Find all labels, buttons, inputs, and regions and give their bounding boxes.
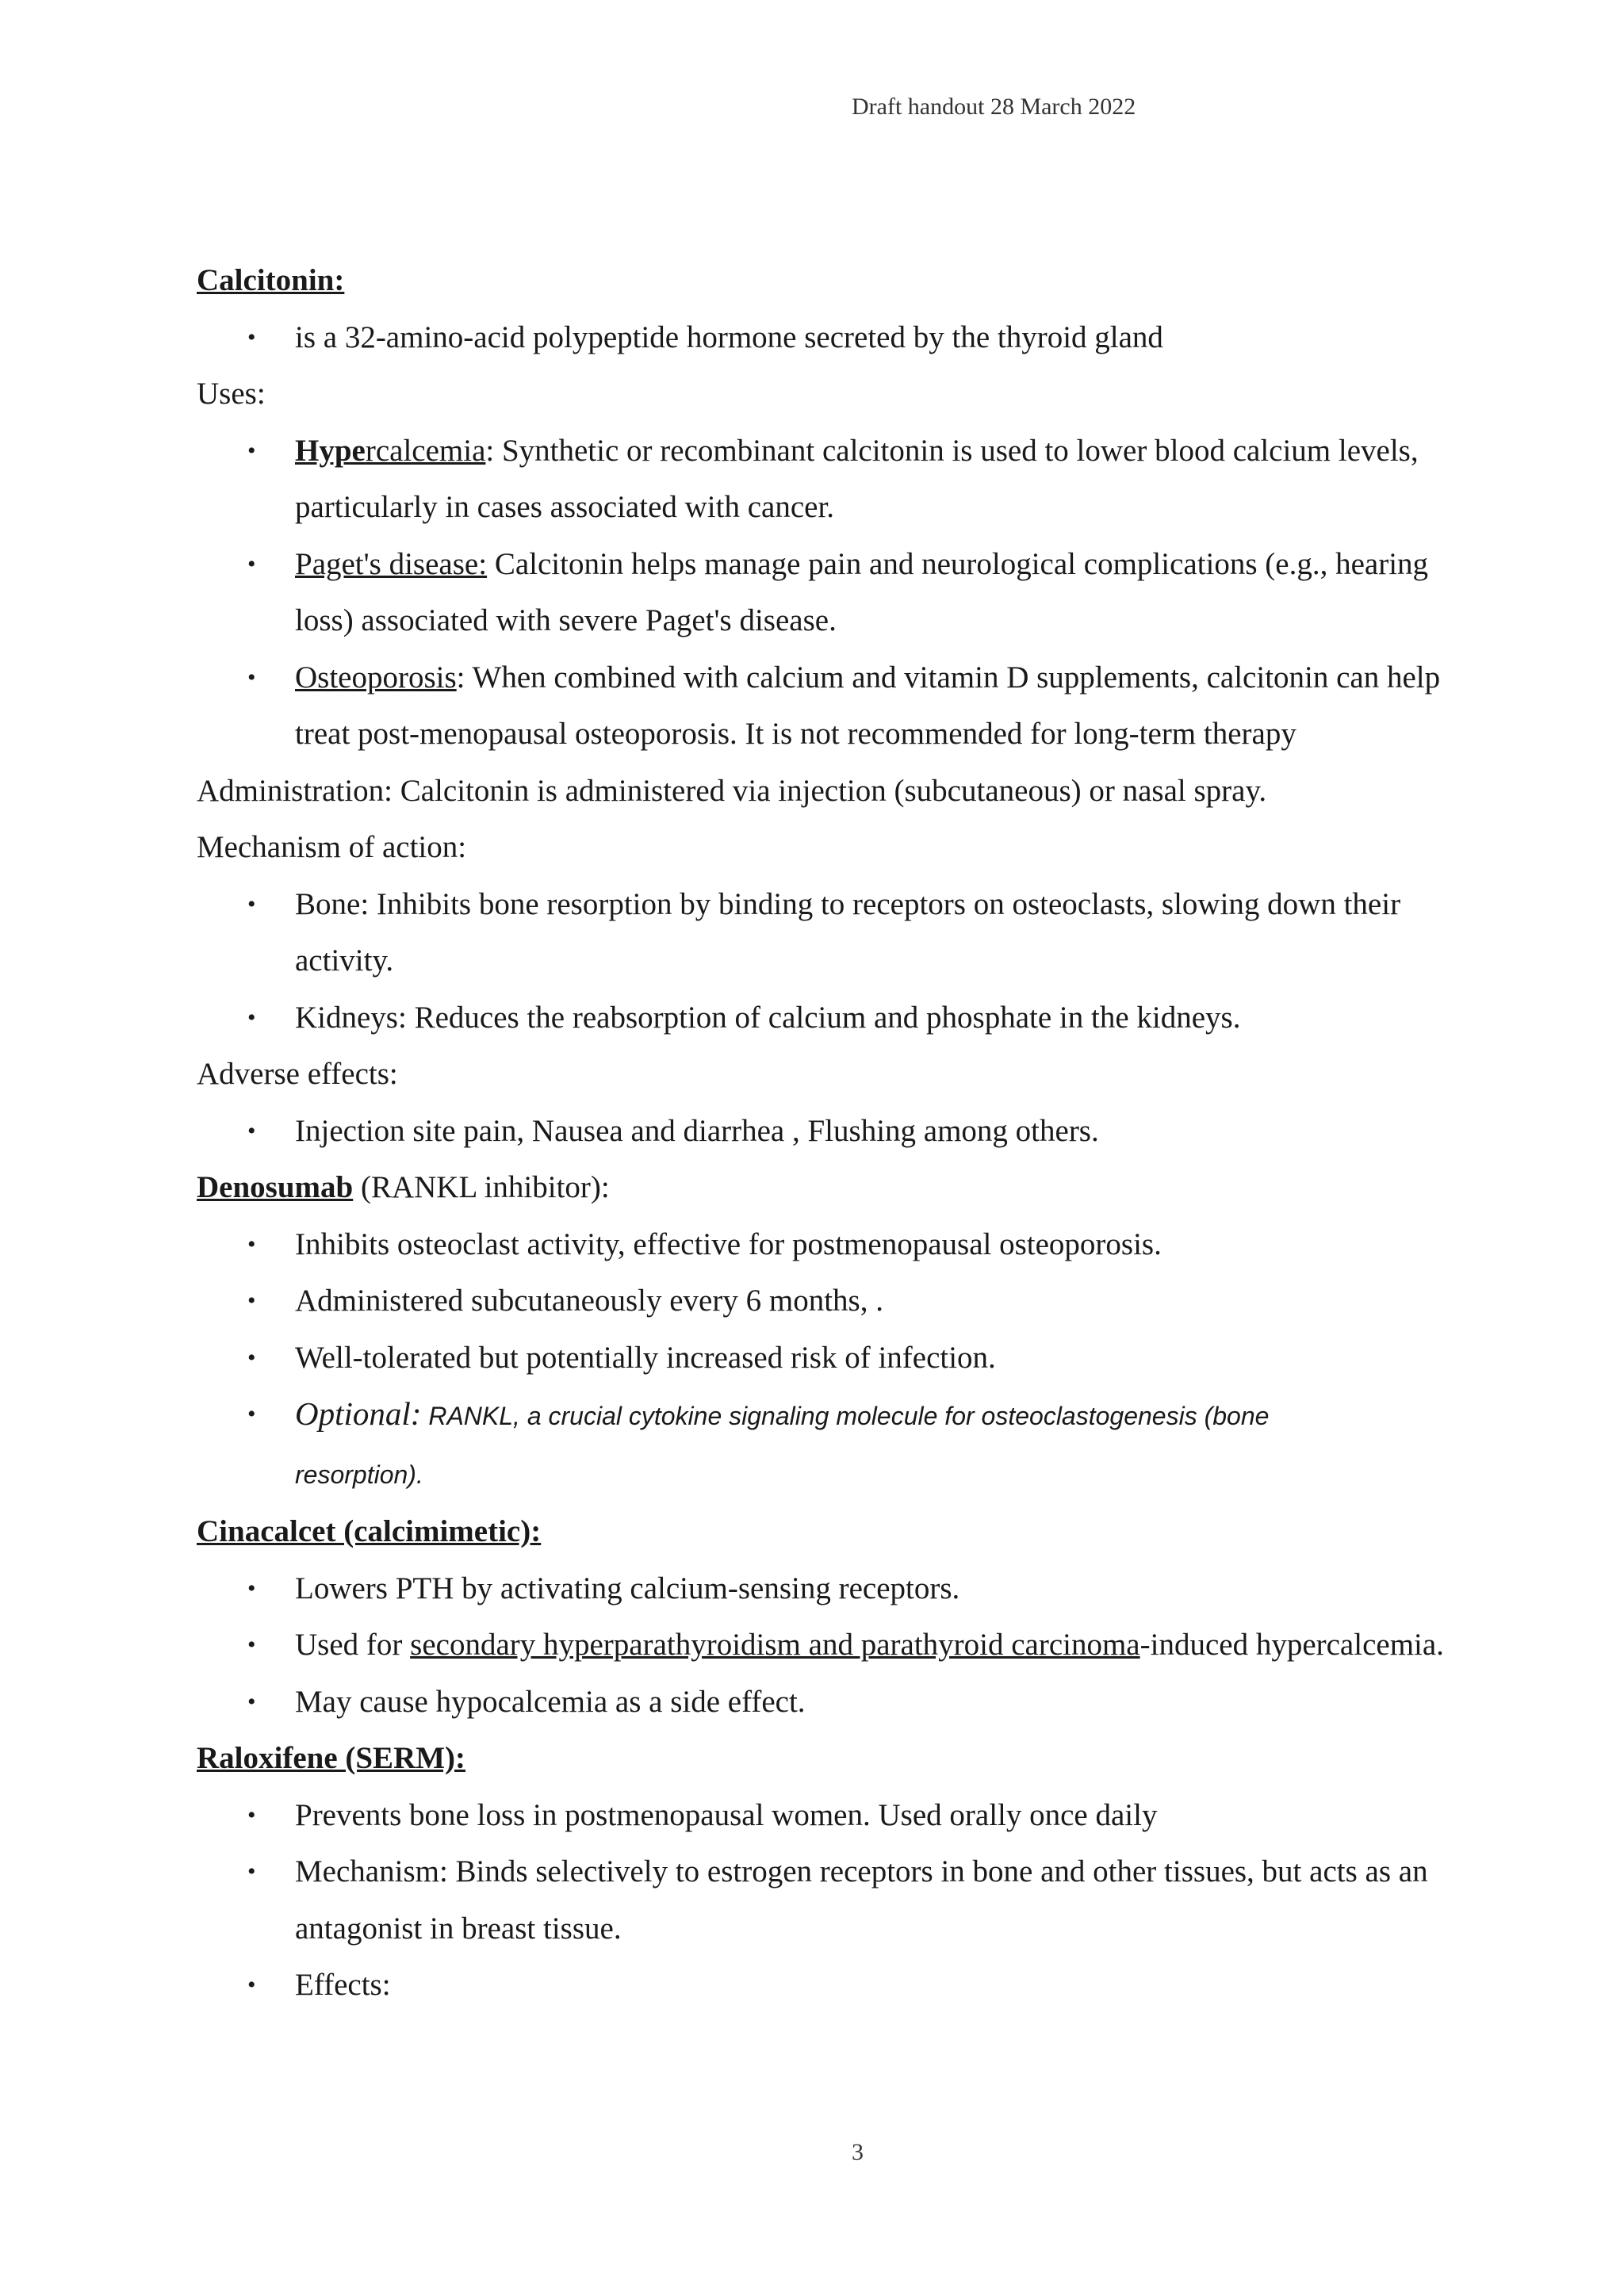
denosumab-item: Administered subcutaneously every 6 months, .: [295, 1284, 883, 1318]
page-header: Draft handout 28 March 2022: [852, 94, 1136, 120]
optional-text-continued: resorption).: [295, 1460, 423, 1489]
cinacalcet-list: [197, 1560, 1465, 1731]
bullet-icon: •: [247, 1230, 256, 1257]
list-item: [197, 1843, 1465, 1957]
raloxifene-list: [197, 1787, 1465, 2014]
bullet-icon: •: [247, 664, 256, 691]
bullet-icon: •: [247, 1858, 256, 1885]
denosumab-heading: Denosumab: [197, 1170, 354, 1204]
osteoporosis-term: Osteoporosis: [295, 660, 457, 695]
calcitonin-intro: is a 32-amino-acid polypeptide hormone secreted by the thyroid gland: [295, 320, 1163, 354]
cinacalcet-item: Lowers PTH by activating calcium-sensing receptors.: [295, 1571, 960, 1605]
mechanism-kidneys: Kidneys: Reduces the reabsorption of calcium and phosphate in the kidneys.: [295, 1000, 1241, 1035]
bullet-icon: •: [247, 323, 256, 350]
bullet-icon: •: [247, 1344, 256, 1371]
cinacalcet-item: May cause hypocalcemia as a side effect.: [295, 1684, 806, 1719]
bullet-icon: •: [247, 890, 256, 917]
hypercalcemia-term-underline: rcalcemia: [365, 433, 486, 468]
list-item: [197, 536, 1465, 649]
bullet-icon: •: [247, 1401, 256, 1427]
calcitonin-heading: Calcitonin:: [197, 263, 345, 297]
cinacalcet-item-underline: secondary hyperparathyroidism and parathyroid carcinoma: [410, 1628, 1140, 1662]
uses-list: [197, 423, 1465, 763]
list-item: [197, 1386, 1465, 1503]
page-number: 3: [852, 2139, 864, 2165]
bullet-icon: •: [247, 1801, 256, 1828]
list-item: [197, 309, 1465, 366]
list-item: [197, 1330, 1465, 1387]
bullet-icon: •: [247, 1117, 256, 1144]
page-content: [197, 252, 1465, 2014]
administration-text: Administration: Calcitonin is administered via injection (subcutaneous) or nasal spray.: [197, 773, 1267, 808]
bullet-icon: •: [247, 437, 256, 464]
adverse-label: Adverse effects:: [197, 1057, 398, 1091]
optional-text: RANKL, a crucial cytokine signaling molecule for osteoclastogenesis (bone: [421, 1402, 1270, 1430]
bullet-icon: •: [247, 1688, 256, 1715]
cinacalcet-heading: Cinacalcet (calcimimetic):: [197, 1514, 542, 1548]
hypercalcemia-text: : Synthetic or recombinant calcitonin is used to lower blood calcium levels, particularly in cases associated with cancer.: [295, 433, 1419, 524]
list-item: [197, 1216, 1465, 1273]
mechanism-bone: Bone: Inhibits bone resorption by binding to receptors on osteoclasts, slowing down their activity.: [295, 886, 1401, 978]
cinacalcet-item-pre: Used for: [295, 1628, 411, 1662]
list-item: [197, 1957, 1465, 2014]
hypercalcemia-term-bold: Hype: [295, 433, 366, 468]
denosumab-list: [197, 1216, 1465, 1504]
pagets-term: Paget's disease:: [295, 546, 488, 581]
list-item: [197, 1787, 1465, 1844]
mechanism-list: [197, 876, 1465, 1047]
mechanism-label: Mechanism of action:: [197, 830, 467, 864]
list-item: [197, 876, 1465, 989]
adverse-list: [197, 1103, 1465, 1160]
denosumab-heading-suffix: (RANKL inhibitor):: [353, 1170, 610, 1204]
raloxifene-heading: Raloxifene (SERM):: [197, 1741, 466, 1775]
cinacalcet-item-post: -induced hypercalcemia.: [1139, 1628, 1444, 1662]
optional-label: Optional:: [295, 1395, 422, 1432]
pagets-text: Calcitonin helps manage pain and neurological complications (e.g., hearing loss) associated with severe Paget's disease.: [295, 546, 1429, 637]
uses-label: Uses:: [197, 377, 266, 411]
list-item: [197, 649, 1465, 763]
adverse-item: Injection site pain, Nausea and diarrhea , Flushing among others.: [295, 1113, 1099, 1148]
list-item: [197, 423, 1465, 536]
osteoporosis-text: : When combined with calcium and vitamin D supplements, calcitonin can help treat post-menopausal osteoporosis. It is not recommended for long-term therapy: [295, 660, 1441, 751]
bullet-icon: •: [247, 1972, 256, 1998]
denosumab-heading-line: [197, 1159, 1465, 1216]
bullet-icon: •: [247, 1575, 256, 1601]
list-item: [197, 989, 1465, 1047]
raloxifene-item: Prevents bone loss in postmenopausal women. Used orally once daily: [295, 1797, 1158, 1832]
calcitonin-intro-list: [197, 309, 1465, 366]
denosumab-item: Well-tolerated but potentially increased risk of infection.: [295, 1340, 996, 1375]
bullet-icon: •: [247, 1632, 256, 1658]
denosumab-item: Inhibits osteoclast activity, effective for postmenopausal osteoporosis.: [295, 1226, 1162, 1261]
list-item: [197, 1272, 1465, 1330]
bullet-icon: •: [247, 1288, 256, 1314]
list-item: [197, 1617, 1465, 1674]
raloxifene-item: Effects:: [295, 1968, 391, 2002]
raloxifene-item: Mechanism: Binds selectively to estrogen receptors in bone and other tissues, but acts as an antagonist in breast tissue.: [295, 1854, 1428, 1946]
bullet-icon: •: [247, 550, 256, 577]
list-item: [197, 1103, 1465, 1160]
list-item: [197, 1674, 1465, 1731]
bullet-icon: •: [247, 1004, 256, 1031]
list-item: [197, 1560, 1465, 1617]
